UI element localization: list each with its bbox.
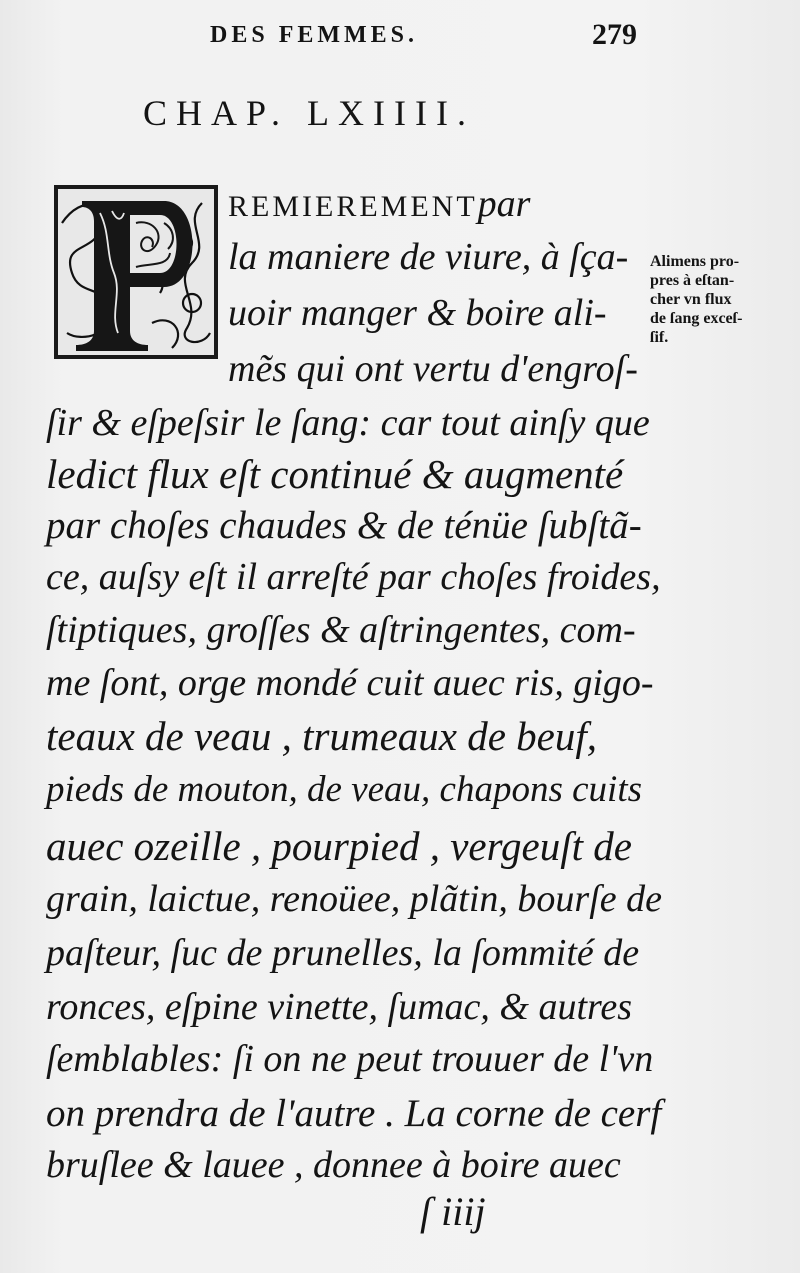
- text-line: grain, laictue, renoüee, plãtin, bourſe de: [46, 878, 662, 920]
- text-line: bruſlee & lauee , donnee à boire auec: [46, 1144, 621, 1186]
- margin-note-line: ſif.: [650, 329, 669, 346]
- text-line: auec ozeille , pourpied , vergeuſt de: [46, 823, 632, 869]
- opening-line: [228, 182, 530, 226]
- text-line: la maniere de viure, à ſça-: [228, 236, 629, 278]
- text-line: on prendra de l'autre . La corne de cerf: [46, 1092, 662, 1135]
- running-head: DES FEMMES.: [210, 22, 419, 48]
- margin-note-line: pres à eſtan-: [650, 272, 735, 289]
- text-line: ſtiptiques, groſſes & aſtringentes, com-: [46, 609, 636, 651]
- text-line: ce, auſsy eſt il arreſté par choſes froides,: [46, 556, 661, 598]
- opening-rest: par: [477, 183, 531, 225]
- ornamental-initial-p-icon: [52, 183, 220, 361]
- signature-mark: ſ iiij: [420, 1189, 486, 1234]
- margin-note-line: cher vn flux: [650, 291, 732, 308]
- margin-note: [650, 252, 795, 347]
- text-line: teaux de veau , trumeaux de beuf,: [46, 713, 598, 759]
- text-line: uoir manger & boire ali-: [228, 292, 607, 334]
- text-line: ronces, eſpine vinette, ſumac, & autres: [46, 986, 633, 1028]
- margin-note-line: Alimens pro-: [650, 253, 740, 270]
- margin-note-line: de ſang exceſ-: [650, 310, 743, 327]
- text-line: me ſont, orge mondé cuit auec ris, gigo-: [46, 662, 654, 704]
- chapter-title: CHAP. LXIIII.: [143, 93, 475, 133]
- text-line: paſteur, ſuc de prunelles, la ſommité de: [46, 932, 640, 974]
- text-line: par choſes chaudes & de ténüe ſubſtã-: [46, 504, 642, 547]
- text-line: ſir & eſpeſsir le ſang: car tout ainſy que: [46, 402, 650, 444]
- text-line: ledict flux eſt continué & augmenté: [46, 451, 624, 497]
- opening-caps: REMIEREMENT: [228, 190, 478, 223]
- text-line: mẽs qui ont vertu d'engroſ-: [228, 348, 638, 390]
- text-line: ſemblables: ſi on ne peut trouuer de l'vn: [46, 1038, 654, 1080]
- text-line: pieds de mouton, de veau, chapons cuits: [46, 769, 642, 810]
- page-number: 279: [592, 18, 637, 51]
